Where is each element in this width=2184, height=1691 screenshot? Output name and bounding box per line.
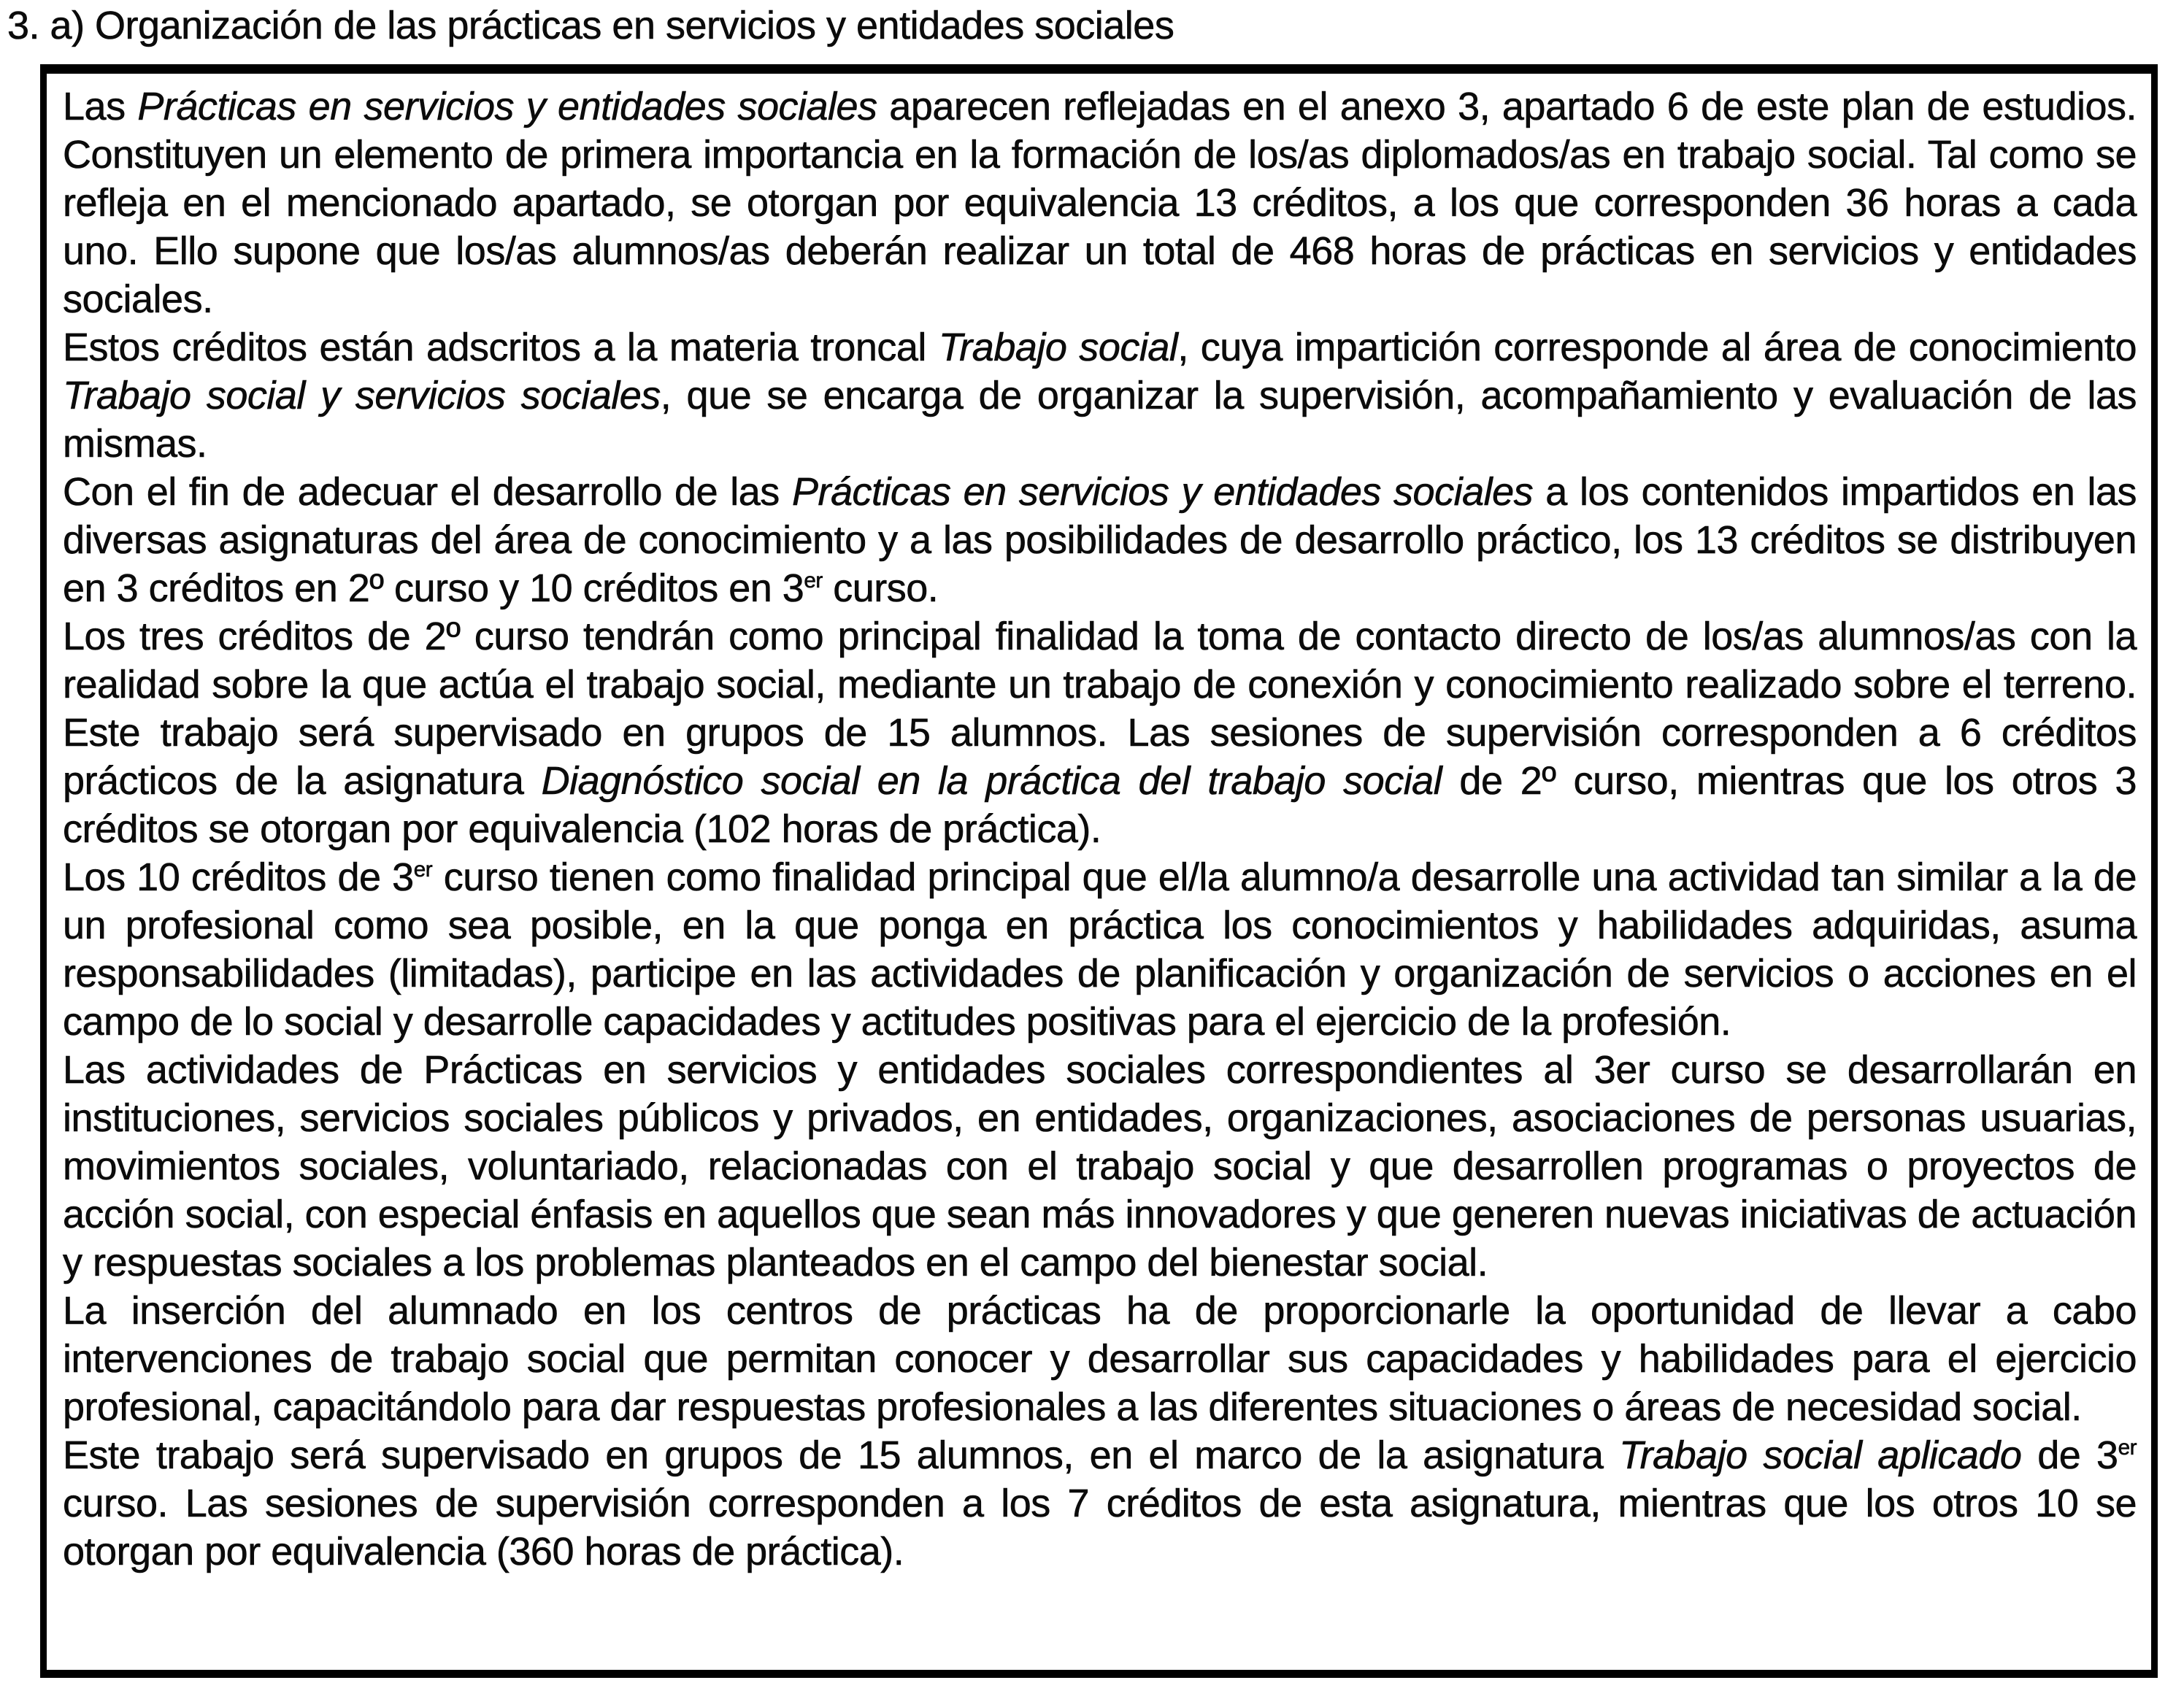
- section-heading: 3. a) Organización de las prácticas en servicios y entidades sociales: [7, 4, 1174, 47]
- text-run: Con el fin de adecuar el desarrollo de las: [63, 470, 792, 514]
- text-run: Este trabajo será supervisado en grupos de 15 alumnos, en el marco de la asignatura: [63, 1433, 1620, 1477]
- italic-text: Prácticas en servicios y entidades sociales: [791, 470, 1534, 514]
- paragraph: [63, 1431, 2137, 1576]
- superscript-text: er: [413, 858, 433, 882]
- italic-text: Trabajo social: [938, 326, 1178, 369]
- italic-text: Diagnóstico social en la práctica del trabajo social: [541, 759, 1442, 803]
- paragraph: [63, 1287, 2137, 1431]
- paragraph: [63, 1046, 2137, 1287]
- italic-text: Trabajo social y servicios sociales: [63, 374, 661, 417]
- text-run: de 3: [2021, 1433, 2118, 1477]
- superscript-text: er: [2118, 1436, 2137, 1460]
- paragraph: [63, 612, 2137, 853]
- paragraph: [63, 323, 2137, 468]
- text-run: Estos créditos están adscritos a la materia troncal: [63, 326, 939, 369]
- superscript-text: er: [804, 569, 823, 593]
- text-run: aparecen reflejadas en el anexo 3, apartado 6 de este plan de estudios. Constituyen un elemento de primera importancia en la formación de los/as diplomados/as en trabajo social. Tal como se refleja en el mencionado apartado, se otorgan por equivalencia 13 créditos, a los que corresponden 36 horas a cada uno. Ello supone que los/as alumnos/as deberán realizar un total de 468 horas de prácticas en servicios y entidades sociales.: [63, 85, 2137, 321]
- paragraph: [63, 82, 2137, 323]
- text-run: a los contenidos impartidos en las diversas asignaturas del área de conocimiento y a las posibilidades de desarrollo práctico, los 13 créditos se distribuyen en 3 créditos en 2º curso y 10 créditos en 3: [63, 470, 2137, 610]
- text-run: La inserción del alumnado en los centros de prácticas ha de proporcionarle la oportunidad de llevar a cabo intervenciones de trabajo social que permitan conocer y desarrollar sus capacidades y habilidades para el ejercicio profesional, capacitándolo para dar respuestas profesionales a las diferentes situaciones o áreas de necesidad social.: [63, 1289, 2137, 1429]
- text-run: curso tienen como finalidad principal que el/la alumno/a desarrolle una actividad tan similar a la de un profesional como sea posible, en la que ponga en práctica los conocimientos y habilidades adquiridas, asuma responsabilidades (limitadas), participe en las actividades de planificación y organización de servicios o acciones en el campo de lo social y desarrolle capacidades y actitudes positivas para el ejercicio de la profesión.: [63, 855, 2137, 1044]
- text-run: Los 10 créditos de 3: [63, 855, 414, 899]
- text-run: Los tres créditos de 2º curso tendrán como principal finalidad la toma de contacto directo de los/as alumnos/as con la realidad sobre la que actúa el trabajo social, mediante un trabajo de conexión y conocimiento realizado sobre el terreno. Este trabajo será supervisado en grupos de 15 alumnos. Las sesiones de supervisión corresponden a 6 créditos prácticos de la asignatura: [63, 615, 2137, 803]
- text-run: , que se encarga de organizar la supervisión, acompañamiento y evaluación de las mismas.: [63, 374, 2137, 466]
- paragraph: [63, 468, 2137, 612]
- italic-text: Prácticas en servicios y entidades sociales: [137, 85, 877, 128]
- italic-text: Trabajo social aplicado: [1619, 1433, 2022, 1477]
- paragraph: [63, 853, 2137, 1046]
- text-run: curso. Las sesiones de supervisión corresponden a los 7 créditos de esta asignatura, mientras que los otros 10 se otorgan por equivalencia (360 horas de práctica).: [63, 1482, 2137, 1573]
- text-run: curso.: [822, 566, 939, 610]
- practices-text-box: [40, 64, 2158, 1678]
- text-run: de 2º curso, mientras que los otros 3 créditos se otorgan por equivalencia (102 horas de práctica).: [63, 759, 2137, 851]
- text-run: Las: [63, 85, 138, 128]
- text-run: , cuya impartición corresponde al área de conocimiento: [1177, 326, 2137, 369]
- text-run: Las actividades de Prácticas en servicios y entidades sociales correspondientes al 3er curso se desarrollarán en instituciones, servicios sociales públicos y privados, en entidades, organizaciones, asociaciones de personas usuarias, movimientos sociales, voluntariado, relacionadas con el trabajo social y que desarrollen programas o proyectos de acción social, con especial énfasis en aquellos que sean más innovadores y que generen nuevas iniciativas de actuación y respuestas sociales a los problemas planteados en el campo del bienestar social.: [63, 1048, 2137, 1284]
